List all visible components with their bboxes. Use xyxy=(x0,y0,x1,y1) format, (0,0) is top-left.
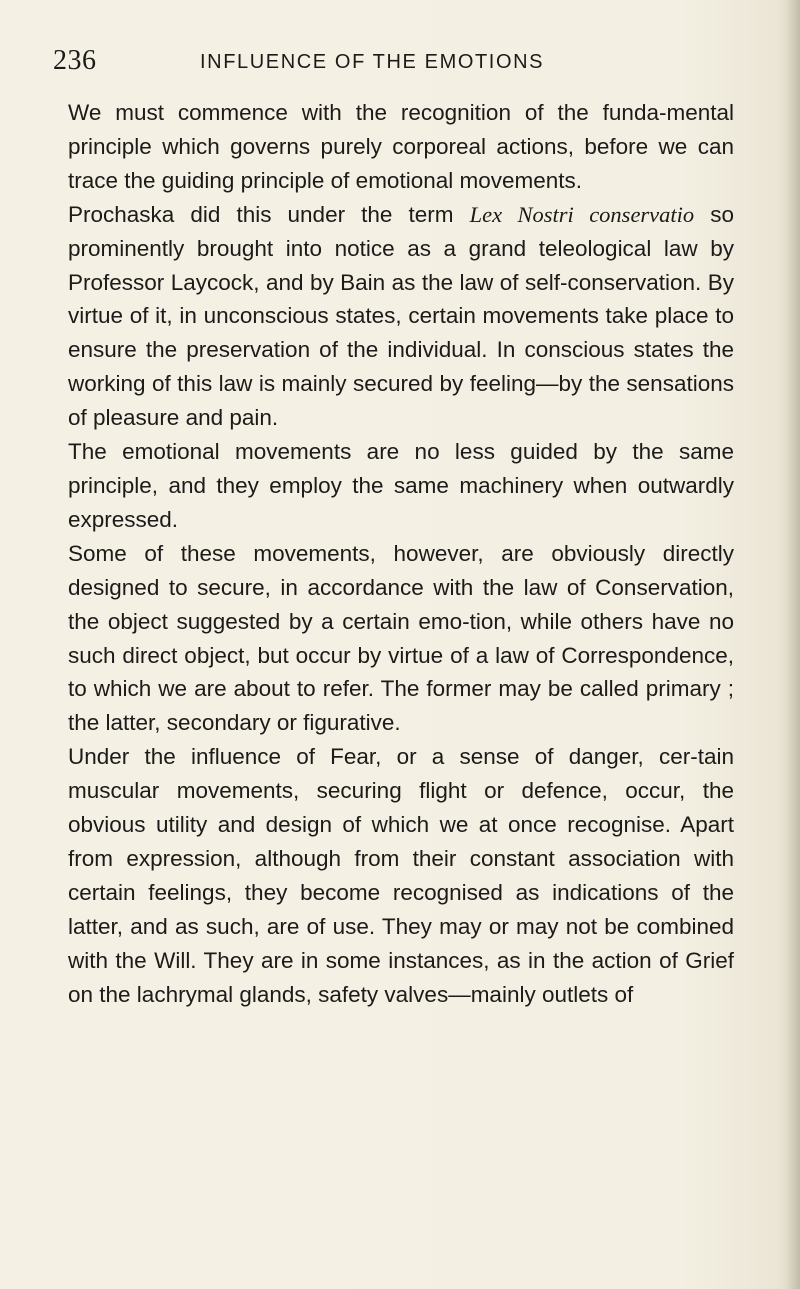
paragraph-2-rest: so prominently brought into notice as a grand teleological law by Professor Laycock, and by Bain as the law of self-conservation. By virtue of it, in unconscious states, certain movements take place to ensure the preservation of the individual. In conscious states the working of this law is mainly secured by feeling—by the sensations of pleasure and pain. xyxy=(68,201,734,431)
page-edge-shadow xyxy=(786,0,800,1289)
paragraph-2 xyxy=(68,198,734,435)
paragraph-4: Some of these movements, however, are obviously directly designed to secure, in accordance with the law of Conservation, the object suggested by a certain emo-tion, while others have no such direct object, but occur by virtue of a law of Correspondence, to which we are about to refer. The former may be called primary ; the latter, secondary or figurative. xyxy=(68,540,734,736)
body-text xyxy=(68,96,734,1011)
paragraph-3: The emotional movements are no less guided by the same principle, and they employ the same machinery when outwardly expressed. xyxy=(68,439,734,532)
running-head-title: INFLUENCE OF THE EMOTIONS xyxy=(200,51,545,73)
paragraph-1: We must commence with the recognition of the funda-mental principle which governs purely corporeal actions, before we can trace the guiding principle of emotional movements. xyxy=(68,100,734,193)
paragraph-2-latin-term: Lex Nostri conservatio xyxy=(469,201,695,227)
paragraph-2-start: Prochaska did this under the term xyxy=(68,201,470,227)
running-head xyxy=(0,44,800,78)
paragraph-5: Under the influence of Fear, or a sense of danger, cer-tain muscular movements, securing flight or defence, occur, the obvious utility and design of which we at once recognise. Apart from expression, although from their constant association with certain feelings, they become recognised as indications of the latter, and as such, are of use. They may or may not be combined with the Will. They are in some instances, as in the action of Grief on the lachrymal glands, safety valves—mainly outlets of xyxy=(68,744,734,1007)
page-number: 236 xyxy=(53,45,97,76)
